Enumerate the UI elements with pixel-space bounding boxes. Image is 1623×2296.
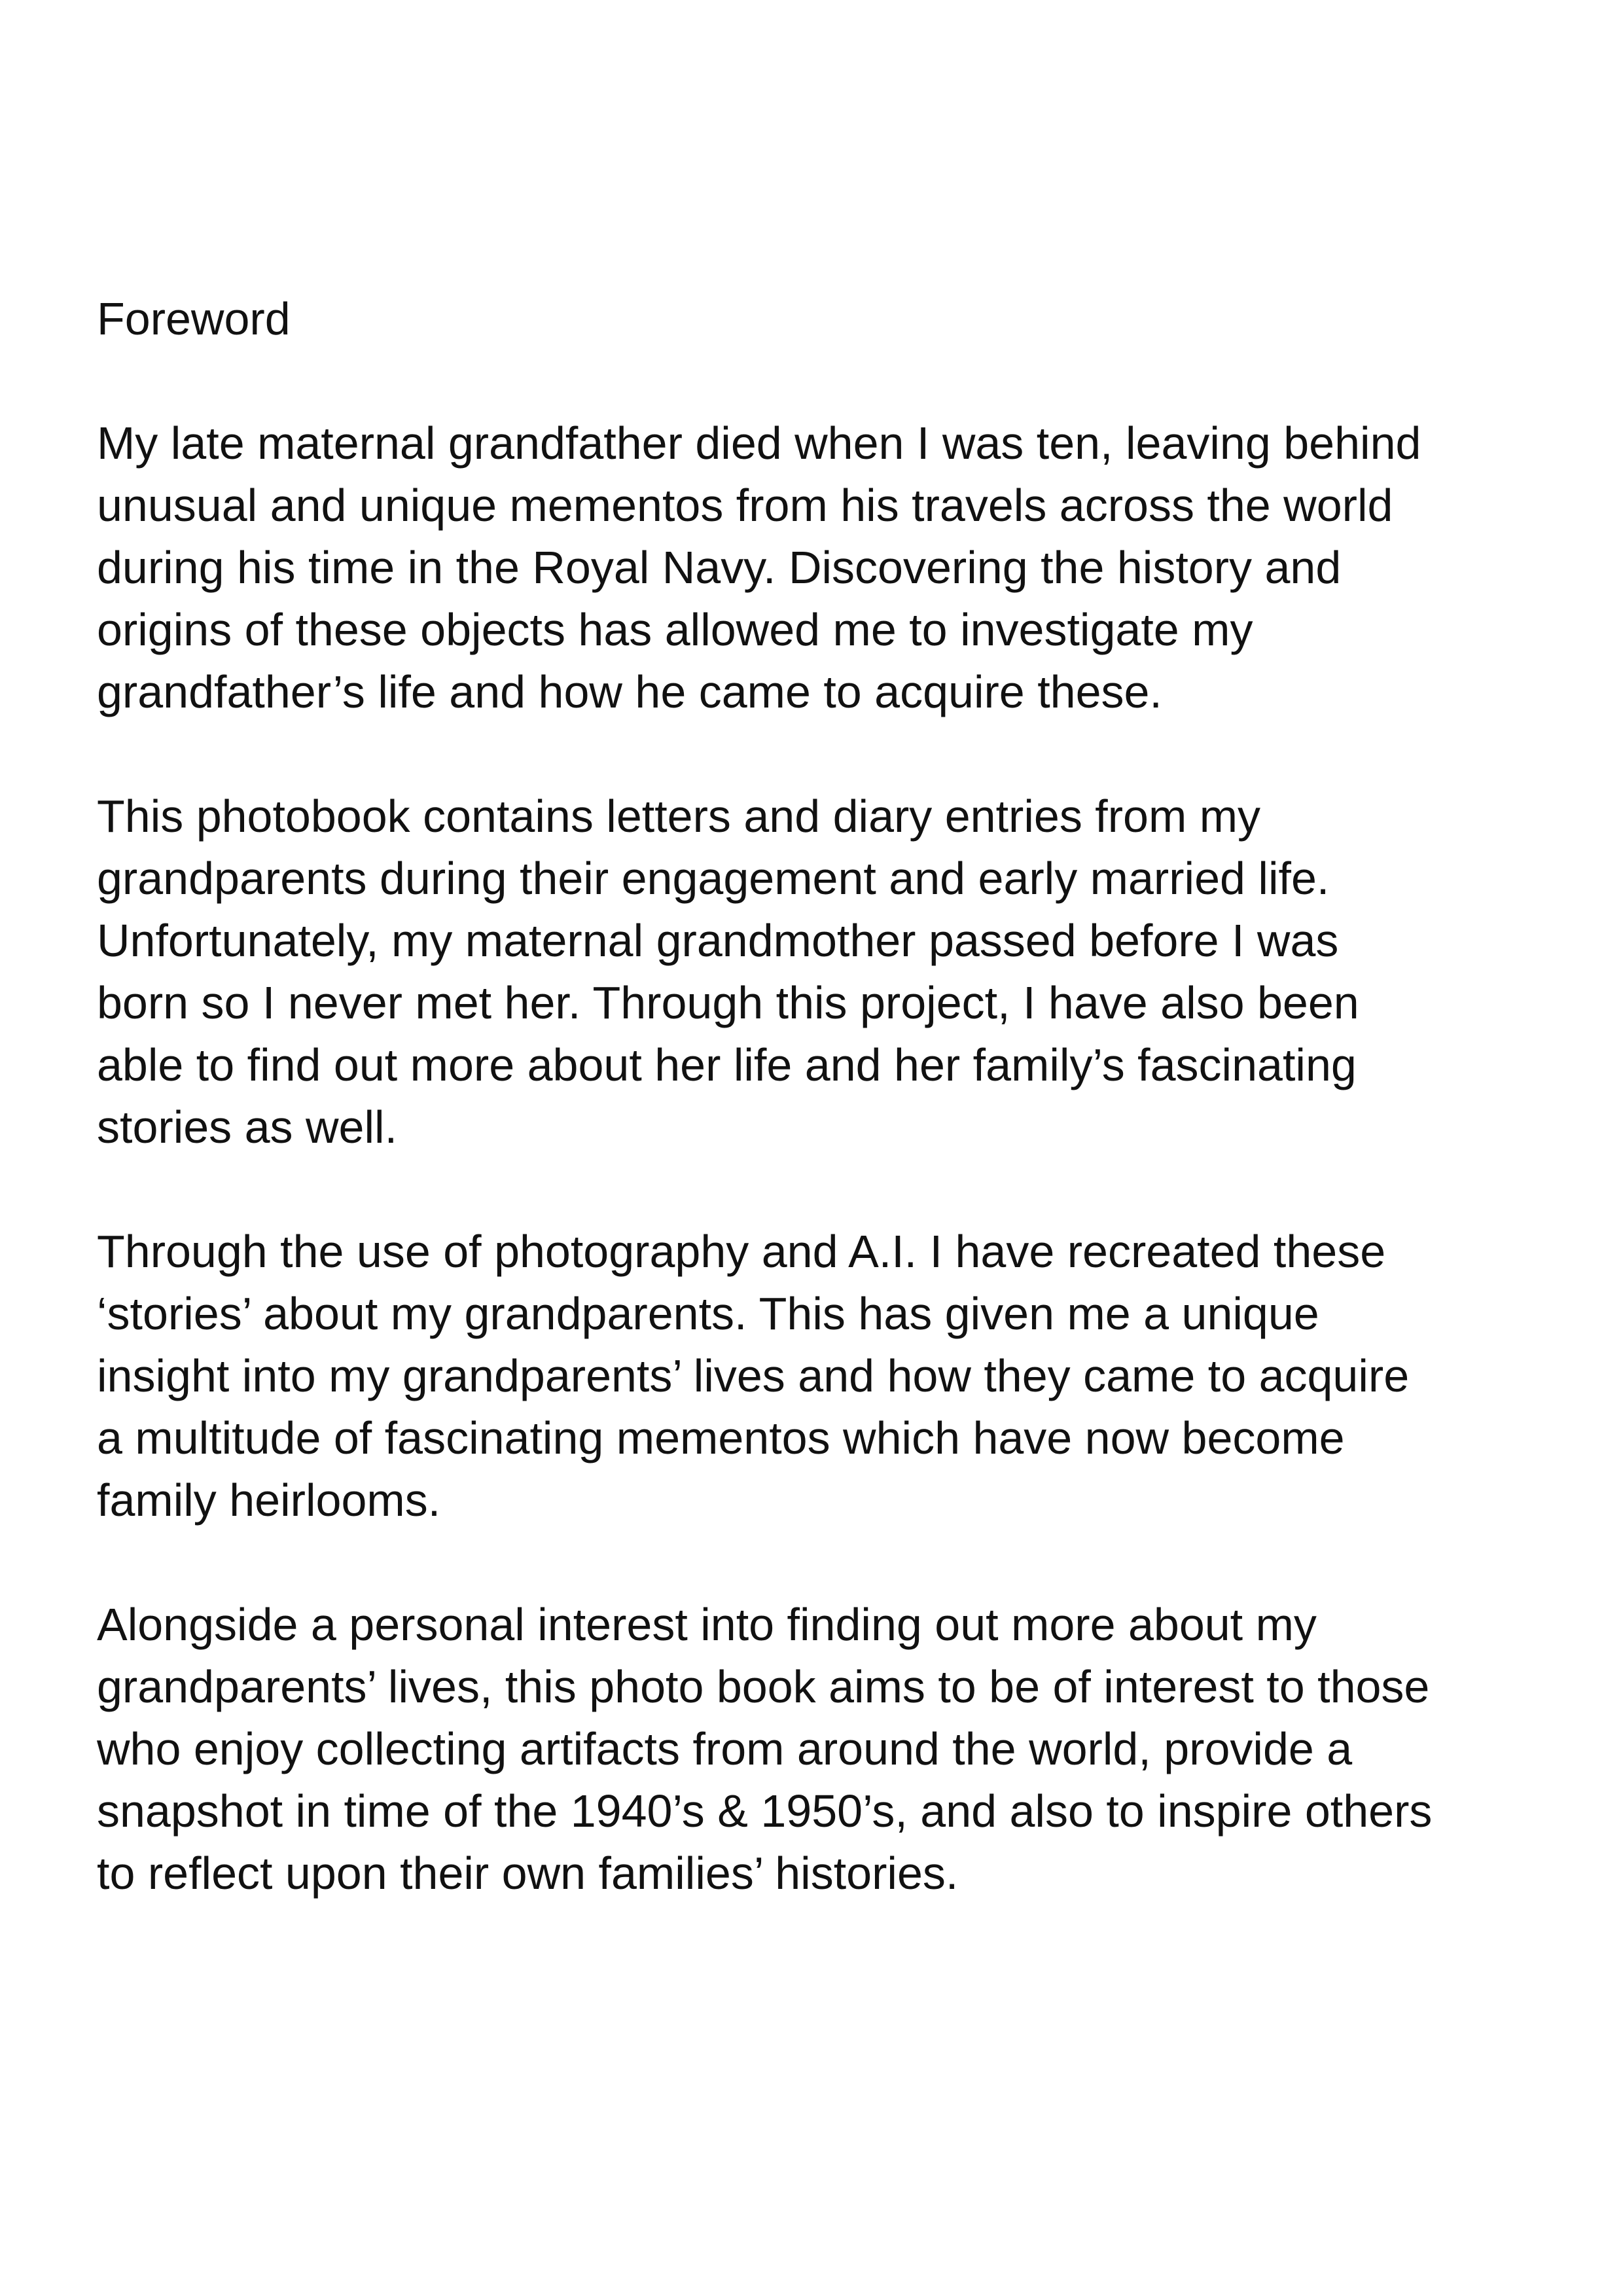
paragraph-2 (97, 785, 1550, 1158)
text-line: who enjoy collecting artifacts from around the world, provide a (97, 1723, 1353, 1774)
text-line: to reflect upon their own families’ histories. (97, 1848, 959, 1899)
text-line: stories as well. (97, 1102, 398, 1153)
text-line: snapshot in time of the 1940’s & 1950’s, and also to inspire others (97, 1785, 1433, 1837)
text-line: insight into my grandparents’ lives and how they came to acquire (97, 1350, 1410, 1401)
paragraph-1 (97, 412, 1550, 723)
text-line: grandparents during their engagement and early married life. (97, 853, 1330, 904)
foreword-body (97, 288, 1550, 1967)
text-line: born so I never met her. Through this project, I have also been (97, 977, 1359, 1028)
text-line: This photobook contains letters and diary entries from my (97, 791, 1261, 842)
text-line: a multitude of fascinating mementos which have now become (97, 1412, 1345, 1463)
text-line: Unfortunately, my maternal grandmother passed before I was (97, 915, 1339, 966)
text-line: ‘stories’ about my grandparents. This has given me a unique (97, 1288, 1319, 1339)
text-line: Through the use of photography and A.I. I have recreated these (97, 1226, 1386, 1277)
page-title: Foreword (97, 293, 291, 344)
text-line: unusual and unique mementos from his travels across the world (97, 480, 1393, 531)
text-line: origins of these objects has allowed me to investigate my (97, 604, 1253, 655)
text-line: able to find out more about her life and her family’s fascinating (97, 1039, 1357, 1090)
text-line: grandparents’ lives, this photo book aims to be of interest to those (97, 1661, 1430, 1712)
paragraph-3 (97, 1221, 1550, 1532)
text-line: grandfather’s life and how he came to acquire these. (97, 666, 1162, 717)
paragraph-4 (97, 1594, 1550, 1905)
text-line: Alongside a personal interest into finding out more about my (97, 1599, 1317, 1650)
text-line: family heirlooms. (97, 1475, 441, 1526)
text-line: My late maternal grandfather died when I was ten, leaving behind (97, 418, 1421, 469)
text-line: during his time in the Royal Navy. Discovering the history and (97, 542, 1342, 593)
